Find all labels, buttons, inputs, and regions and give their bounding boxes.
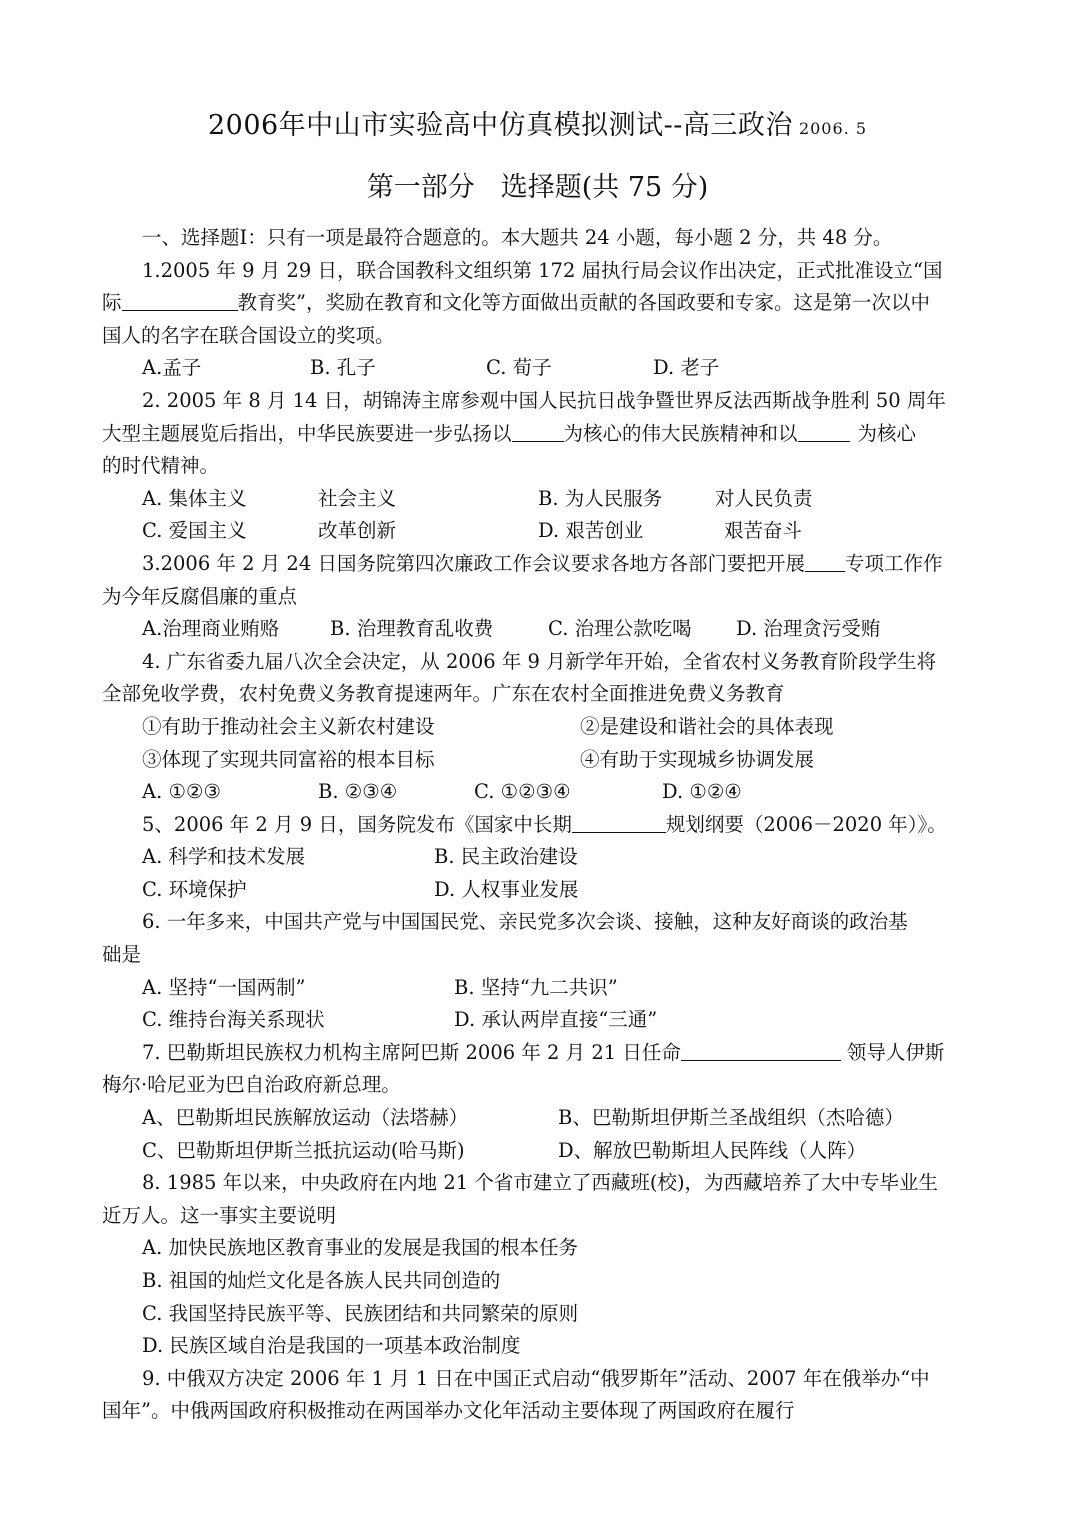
question-8-stem: 8. 1985 年以来，中央政府在内地 21 个省市建立了西藏班(校)，为西藏培养了大中专毕业生 (142, 1171, 939, 1195)
answer-blank (122, 288, 238, 311)
option-b: B. 为人民服务 (538, 486, 663, 510)
answer-blank (512, 419, 564, 442)
question-7-options-row2 (0, 1135, 1075, 1168)
statement-1: ①有助于推动社会主义新农村建设 (142, 714, 435, 738)
option-d: D. 治理贪污受贿 (736, 617, 881, 641)
option-c: C. 爱国主义 (142, 519, 247, 543)
option-d: D. 艰苦创业 (538, 519, 644, 543)
option-a: A.治理商业贿赂 (142, 617, 280, 641)
question-4-items-row2 (0, 744, 1075, 777)
option-b: B. 祖国的灿烂文化是各族人民共同创造的 (142, 1269, 501, 1292)
statement-2: ②是建设和谐社会的具体表现 (580, 714, 834, 738)
question-1-stem-end: 国人的名字在联合国设立的奖项。 (102, 323, 395, 347)
option-b: B. 坚持“九二共识” (454, 975, 618, 999)
answer-blank (798, 419, 850, 442)
question-1-stem-cont: 际 教育奖”，奖励在教育和文化等方面做出贡献的各国政要和专家。这是第一次以中 (0, 287, 1075, 320)
exam-title-text: 2006年中山市实验高中仿真模拟测试--高三政治 (207, 110, 793, 141)
part-title: 第一部分 (366, 172, 475, 203)
answer-blank (805, 549, 845, 572)
question-8-stem-cont: 近万人。这一事实主要说明 (102, 1203, 337, 1227)
option-b-second: 对人民负责 (715, 486, 813, 510)
option-d: D. 承认两岸直接“三通” (454, 1008, 658, 1032)
option-c: C. 我国坚持民族平等、民族团结和共同繁荣的原则 (142, 1301, 579, 1325)
statement-3: ③体现了实现共同富裕的根本目标 (142, 747, 435, 771)
question-5-options-row1 (0, 841, 1075, 874)
option-a: A.孟子 (142, 356, 202, 380)
question-4-options (0, 776, 1075, 809)
option-a-second: 社会主义 (318, 486, 397, 510)
exam-date: 2006. 5 (798, 119, 868, 138)
option-d-second: 艰苦奋斗 (724, 519, 803, 543)
option-d: D. 人权事业发展 (434, 877, 579, 901)
question-2-stem: 2. 2005 年 8 月 14 日，胡锦涛主席参观中国人民抗日战争暨世界反法西斯战争胜利 50 周年 (142, 388, 946, 412)
question-1-stem: 1.2005 年 9 月 29 日，联合国教科文组织第 172 届执行局会议作出决定，正式批准设立“国 (142, 258, 943, 282)
question-6-stem: 6. 一年多来，中国共产党与中国国民党、亲民党多次会谈、接触，这种友好商谈的政治基 (142, 910, 908, 934)
option-c-second: 改革创新 (318, 519, 397, 543)
question-2-stem-end: 的时代精神。 (102, 454, 220, 478)
option-a: A. 加快民族地区教育事业的发展是我国的根本任务 (142, 1236, 578, 1260)
option-a: A. 坚持“一国两制” (142, 975, 306, 999)
option-c: C. ①②③④ (474, 780, 571, 804)
question-7-stem-cont: 梅尔·哈尼亚为巴自治政府新总理。 (102, 1073, 401, 1097)
option-d: D. 民族区域自治是我国的一项基本政治制度 (142, 1334, 521, 1358)
question-7-options-row1 (0, 1102, 1075, 1135)
question-6-options-row2 (0, 1004, 1075, 1037)
question-3-options (0, 613, 1075, 646)
question-5-options-row2 (0, 874, 1075, 907)
question-4-stem: 4. 广东省委九届八次全会决定，从 2006 年 9 月新学年开始，全省农村义务教育阶段学生将 (142, 649, 937, 673)
option-b: B. 孔子 (310, 356, 376, 380)
question-6-options-row1 (0, 972, 1075, 1005)
option-c: C、巴勒斯坦伊斯兰抵抗运动(哈马斯) (142, 1138, 465, 1162)
option-c: C. 环境保护 (142, 877, 247, 901)
question-5-stem: 5、2006 年 2 月 9 日，国务院发布《国家中长期 规划纲要（2006－2020 年）》。 (0, 809, 1075, 842)
option-c: C. 荀子 (486, 356, 552, 380)
question-3-stem-cont: 为今年反腐倡廉的重点 (102, 584, 298, 608)
option-a: A、巴勒斯坦民族解放运动（法塔赫） (142, 1106, 469, 1130)
question-2-options-row2 (0, 515, 1075, 548)
section-instructions: 一、选择题Ⅰ：只有一项是最符合题意的。本大题共 24 小题，每小题 2 分，共 48 分。 (142, 226, 893, 249)
question-list (0, 222, 1075, 1428)
option-c: C. 维持台海关系现状 (142, 1008, 325, 1032)
question-4-items-row1 (0, 711, 1075, 744)
option-d: D. 老子 (653, 356, 720, 380)
statement-4: ④有助于实现城乡协调发展 (580, 747, 815, 771)
question-3-stem: 3.2006 年 2 月 24 日国务院第四次廉政工作会议要求各地方各部门要把开展 专项工作作 (0, 548, 1075, 581)
question-4-stem-cont: 全部免收学费，农村免费义务教育提速两年。广东在农村全面推进免费义务教育 (102, 682, 785, 706)
question-9-stem-cont: 国年”。中俄两国政府积极推动在两国举办文化年活动主要体现了两国政府在履行 (102, 1399, 795, 1423)
option-a: A. 科学和技术发展 (142, 845, 305, 869)
question-6-stem-cont: 础是 (102, 943, 142, 967)
part-heading (0, 165, 1075, 204)
question-2-options-row1 (0, 483, 1075, 516)
question-9-stem: 9. 中俄双方决定 2006 年 1 月 1 日在中国正式启动“俄罗斯年”活动、2007 年在俄举办“中 (142, 1366, 930, 1390)
option-b: B. 治理教育乱收费 (330, 617, 494, 641)
option-a: A. ①②③ (142, 780, 221, 804)
option-b: B、巴勒斯坦伊斯兰圣战组织（杰哈德） (558, 1106, 904, 1130)
option-a: A. 集体主义 (142, 486, 247, 510)
question-1-options (0, 352, 1075, 385)
answer-blank (572, 810, 666, 833)
exam-title (0, 103, 1075, 142)
question-7-stem: 7. 巴勒斯坦民族权力机构主席阿巴斯 2006 年 2 月 21 日任命 领导人伊斯 (0, 1037, 1075, 1070)
part-subtitle: 选择题(共 75 分) (500, 172, 709, 203)
answer-blank (681, 1038, 841, 1061)
option-b: B. ②③④ (318, 780, 398, 804)
question-2-stem-cont: 大型主题展览后指出，中华民族要进一步弘扬以 为核心的伟大民族精神和以 为核心 (0, 418, 1075, 451)
option-d: D. ①②④ (662, 780, 742, 804)
option-d: D、解放巴勒斯坦人民阵线（人阵） (558, 1138, 867, 1162)
option-b: B. 民主政治建设 (434, 845, 578, 869)
option-c: C. 治理公款吃喝 (548, 617, 692, 641)
